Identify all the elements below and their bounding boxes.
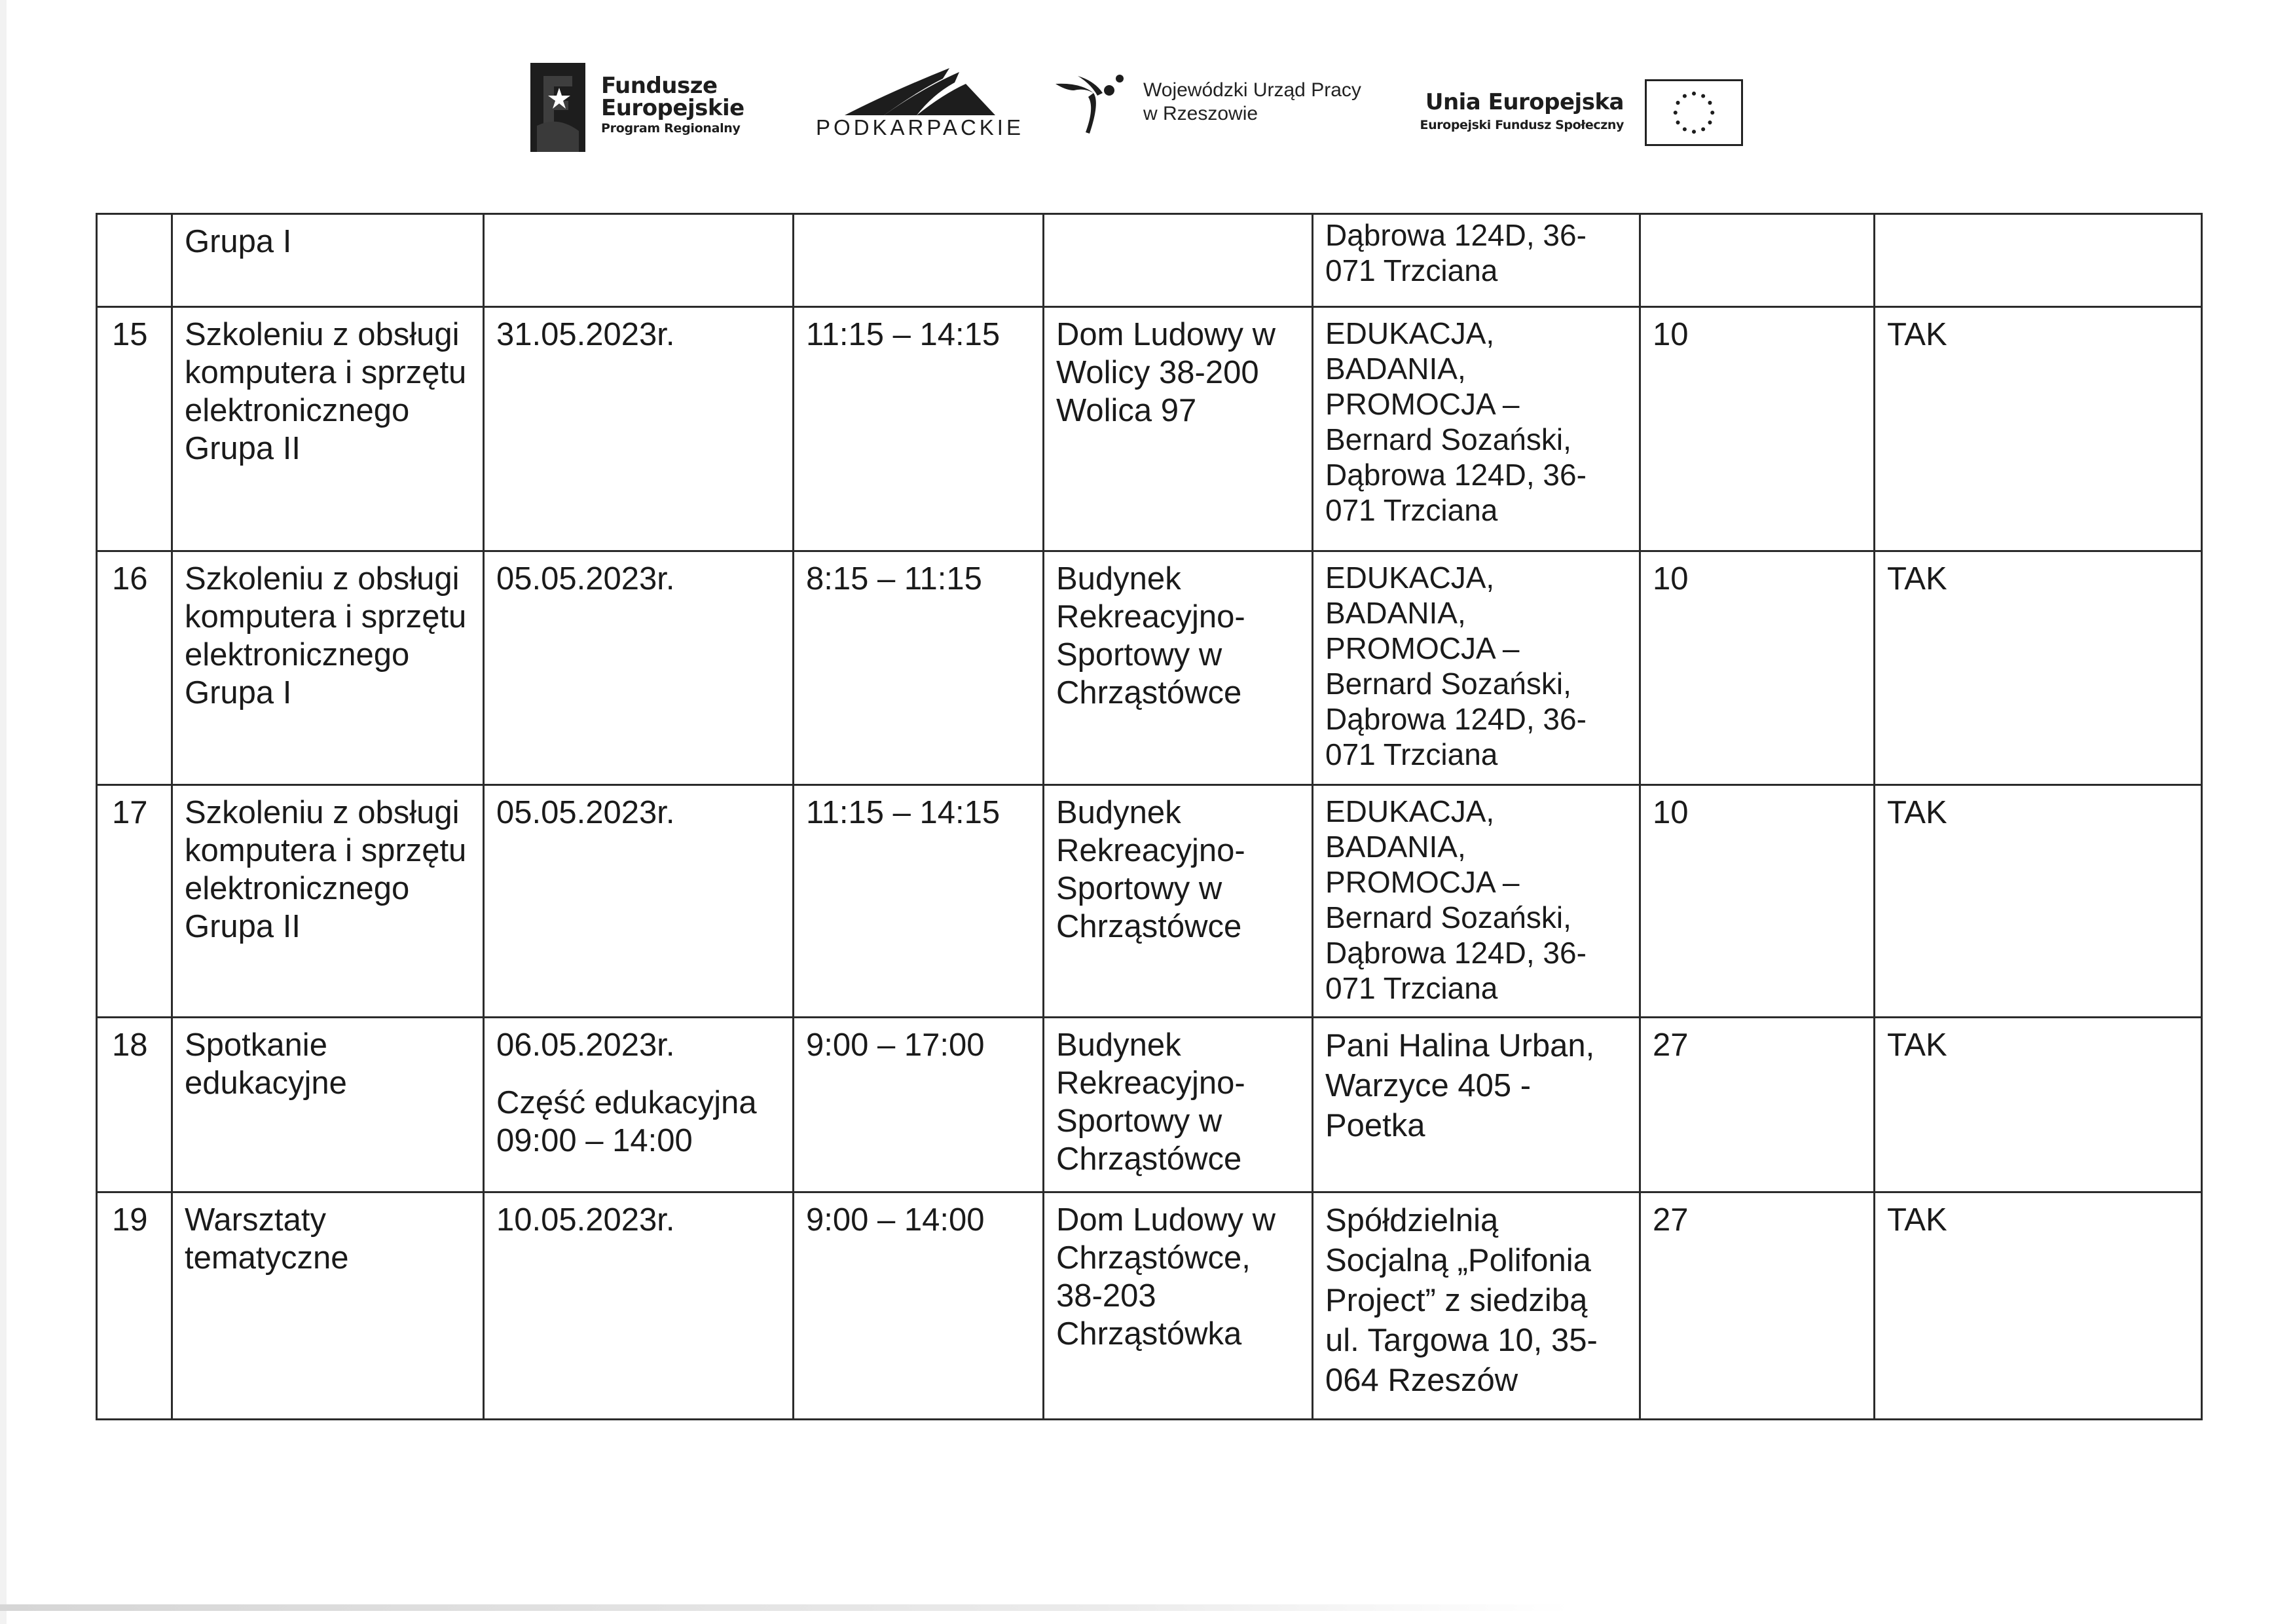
cell-time bbox=[794, 214, 1044, 307]
podkarpackie-logo bbox=[812, 65, 1028, 144]
cell-name: Warsztaty tematyczne bbox=[172, 1192, 484, 1420]
table-row bbox=[97, 785, 2202, 1018]
cell-time: 11:15 – 14:15 bbox=[794, 307, 1044, 551]
cell-count: 27 bbox=[1640, 1192, 1875, 1420]
unia-europejska-logo bbox=[1408, 77, 1755, 149]
cell-date bbox=[484, 1018, 794, 1192]
table-row bbox=[97, 307, 2202, 551]
cell-no: 15 bbox=[97, 307, 172, 551]
cell-organizer: EDUKACJA, BADANIA, PROMOCJA – Bernard Sozański, Dąbrowa 124D, 36-071 Trzciana bbox=[1313, 785, 1640, 1018]
cell-count bbox=[1640, 214, 1875, 307]
fe-logo-line1: Fundusze bbox=[601, 73, 718, 99]
cell-organizer: EDUKACJA, BADANIA, PROMOCJA – Bernard Sozański, Dąbrowa 124D, 36-071 Trzciana bbox=[1313, 307, 1640, 551]
cell-flag: TAK bbox=[1875, 551, 2202, 785]
cell-organizer: Spółdzielnią Socjalną „Polifonia Project” z siedzibą ul. Targowa 10, 35-064 Rzeszów bbox=[1313, 1192, 1640, 1420]
fundusze-europejskie-icon bbox=[530, 63, 585, 152]
eu-flag-icon bbox=[1645, 79, 1743, 146]
cell-organizer: Pani Halina Urban, Warzyce 405 - Poetka bbox=[1313, 1018, 1640, 1192]
cell-no bbox=[97, 214, 172, 307]
podkarpackie-icon bbox=[845, 65, 995, 117]
cell-place: Budynek Rekreacyjno-Sportowy w Chrząstówce bbox=[1044, 551, 1313, 785]
table-row bbox=[97, 1192, 2202, 1420]
cell-place: Dom Ludowy w Chrząstówce, 38-203 Chrząstówka bbox=[1044, 1192, 1313, 1420]
cell-flag bbox=[1875, 214, 2202, 307]
cell-date-value: 06.05.2023r. bbox=[496, 1027, 675, 1063]
cell-date bbox=[484, 785, 794, 1018]
cell-name: Spotkanie edukacyjne bbox=[172, 1018, 484, 1192]
cell-date-value: 31.05.2023r. bbox=[496, 317, 675, 352]
cell-place bbox=[1044, 214, 1313, 307]
scan-page-edge bbox=[0, 0, 7, 1624]
cell-count: 27 bbox=[1640, 1018, 1875, 1192]
cell-time: 8:15 – 11:15 bbox=[794, 551, 1044, 785]
fe-logo-line2: Europejskie bbox=[601, 95, 744, 121]
cell-flag: TAK bbox=[1875, 1192, 2202, 1420]
cell-time: 9:00 – 17:00 bbox=[794, 1018, 1044, 1192]
table-row bbox=[97, 551, 2202, 785]
cell-organizer: EDUKACJA, BADANIA, PROMOCJA – Bernard Sozański, Dąbrowa 124D, 36-071 Trzciana bbox=[1313, 551, 1640, 785]
cell-date bbox=[484, 307, 794, 551]
cell-date-value: 10.05.2023r. bbox=[496, 1202, 675, 1238]
cell-flag: TAK bbox=[1875, 1018, 2202, 1192]
cell-count: 10 bbox=[1640, 785, 1875, 1018]
podkarpackie-logo-text: PODKARPACKIE bbox=[816, 115, 1024, 139]
cell-date bbox=[484, 214, 794, 307]
cell-no: 18 bbox=[97, 1018, 172, 1192]
cell-place: Budynek Rekreacyjno-Sportowy w Chrząstówce bbox=[1044, 785, 1313, 1018]
schedule-table bbox=[96, 213, 2203, 1420]
wup-logo-line2: w Rzeszowie bbox=[1143, 103, 1258, 124]
cell-count: 10 bbox=[1640, 307, 1875, 551]
cell-place: Budynek Rekreacyjno-Sportowy w Chrząstówce bbox=[1044, 1018, 1313, 1192]
cell-date-value: 05.05.2023r. bbox=[496, 561, 675, 597]
ue-logo-subtitle: Europejski Fundusz Społeczny bbox=[1420, 118, 1624, 132]
table-row-continuation bbox=[97, 214, 2202, 307]
cell-name: Grupa I bbox=[172, 214, 484, 307]
cell-time: 9:00 – 14:00 bbox=[794, 1192, 1044, 1420]
cell-no: 16 bbox=[97, 551, 172, 785]
cell-place: Dom Ludowy w Wolicy 38-200 Wolica 97 bbox=[1044, 307, 1313, 551]
cell-flag: TAK bbox=[1875, 307, 2202, 551]
cell-no: 19 bbox=[97, 1192, 172, 1420]
ue-logo-title: Unia Europejska bbox=[1425, 89, 1624, 115]
cell-date bbox=[484, 1192, 794, 1420]
cell-date-note: Część edukacyjna 09:00 – 14:00 bbox=[496, 1085, 757, 1158]
cell-date-value: 05.05.2023r. bbox=[496, 795, 675, 830]
table-row bbox=[97, 1018, 2202, 1192]
scan-shadow-line bbox=[0, 1604, 1571, 1611]
wup-logo-line1: Wojewódzki Urząd Pracy bbox=[1143, 79, 1361, 101]
cell-date bbox=[484, 551, 794, 785]
cell-flag: TAK bbox=[1875, 785, 2202, 1018]
wup-rzeszow-logo bbox=[1054, 64, 1395, 143]
cell-name: Szkoleniu z obsługi komputera i sprzętu elektronicznego Grupa II bbox=[172, 785, 484, 1018]
cell-organizer: Dąbrowa 124D, 36-071 Trzciana bbox=[1313, 214, 1640, 307]
cell-time: 11:15 – 14:15 bbox=[794, 785, 1044, 1018]
cell-count: 10 bbox=[1640, 551, 1875, 785]
fundusze-europejskie-logo bbox=[530, 63, 766, 155]
cell-name: Szkoleniu z obsługi komputera i sprzętu elektronicznego Grupa I bbox=[172, 551, 484, 785]
cell-name: Szkoleniu z obsługi komputera i sprzętu elektronicznego Grupa II bbox=[172, 307, 484, 551]
fe-logo-line3: Program Regionalny bbox=[601, 121, 741, 136]
wup-bird-icon bbox=[1054, 64, 1133, 136]
cell-no: 17 bbox=[97, 785, 172, 1018]
